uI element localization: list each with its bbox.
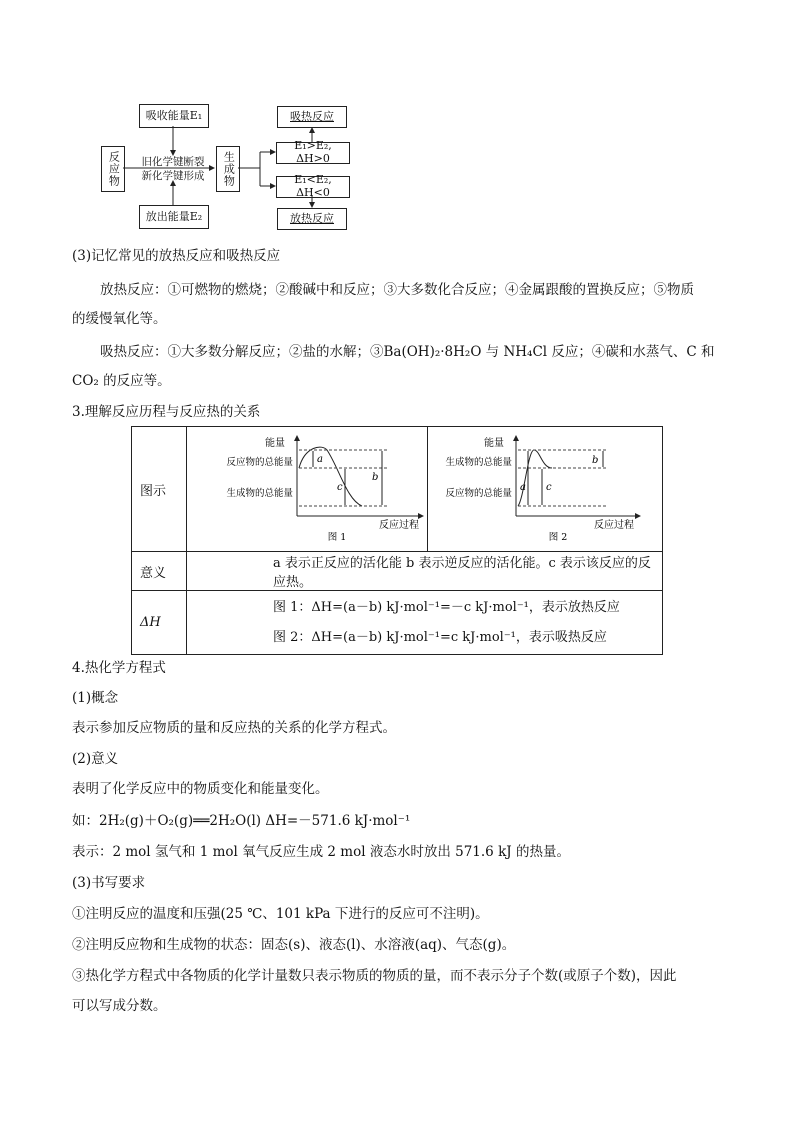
- reactant-box: 反应物: [101, 146, 125, 192]
- fig1-top-label: 反应物的总能量: [226, 456, 293, 468]
- meaning-text: a 表示正反应的活化能 b 表示逆反应的活化能。c 表示该反应的反应热。: [187, 552, 663, 591]
- delta-h-fig2: 图 2：ΔH=(a－b) kJ·mol⁻¹=c kJ·mol⁻¹，表示吸热反应: [273, 629, 607, 645]
- fig1-cell: [187, 427, 428, 552]
- figure-1-exothermic: [187, 428, 427, 551]
- fig1-bottom-label: 生成物的总能量: [226, 487, 293, 499]
- heading-3: 3.理解反应历程与反应热的关系: [72, 404, 261, 420]
- bond-form-label: 新化学键形成: [141, 170, 205, 182]
- reaction-heat-table: [131, 426, 663, 655]
- endo-condition-box: E₁>E₂, ΔH>0: [276, 142, 350, 164]
- fig2-b: b: [592, 454, 599, 466]
- fig1-caption: 图 1: [327, 531, 347, 543]
- fig2-cell: [428, 427, 663, 552]
- figure-2-endothermic: [428, 428, 662, 551]
- fig2-curve: [518, 450, 552, 506]
- row-label-meaning: 意义: [132, 552, 187, 591]
- bond-break-label: 旧化学键断裂: [141, 156, 205, 168]
- endo-reactions-line2: CO₂ 的反应等。: [72, 373, 171, 389]
- subheading-concept: (1)概念: [72, 690, 119, 706]
- meaning-paragraph: 表明了化学反应中的物质变化和能量变化。: [72, 781, 329, 797]
- example-meaning: 表示：2 mol 氢气和 1 mol 氧气反应生成 2 mol 液态水时放出 571.6 kJ 的热量。: [72, 844, 570, 860]
- requirement-1: ①注明反应的温度和压强(25 ℃、101 kPa 下进行的反应可不注明)。: [72, 906, 489, 922]
- fig2-top-label: 生成物的总能量: [445, 456, 512, 468]
- flow-arrows: [95, 95, 365, 240]
- endo-reactions-line1: 吸热反应：①大多数分解反应；②盐的水解；③Ba(OH)₂·8H₂O 与 NH₄Cl 反应；④碳和水蒸气、C 和: [100, 344, 715, 360]
- requirement-2: ②注明反应物和生成物的状态：固态(s)、液态(l)、水溶液(aq)、气态(g)。: [72, 937, 516, 953]
- fig2-xlabel: 反应过程: [594, 519, 634, 531]
- fig2-a: a: [520, 481, 526, 493]
- fig2-caption: 图 2: [548, 531, 568, 543]
- delta-h-fig1: 图 1：ΔH=(a－b) kJ·mol⁻¹=－c kJ·mol⁻¹，表示放热反应: [273, 599, 620, 615]
- heading-4: 4.热化学方程式: [72, 660, 166, 676]
- product-box: 生成物: [216, 146, 240, 192]
- requirement-3-line1: ③热化学方程式中各物质的化学计量数只表示物质的物质的量，而不表示分子个数(或原子个数)，因此: [72, 968, 677, 984]
- subheading-meaning: (2)意义: [72, 751, 119, 767]
- fig2-c: c: [546, 481, 552, 493]
- delta-h-cell: [187, 591, 663, 655]
- row-label-diagram: 图示: [132, 427, 187, 552]
- exothermic-label: 放热反应: [290, 211, 334, 225]
- fig2-bottom-label: 反应物的总能量: [445, 487, 512, 499]
- fig1-curve: [299, 447, 362, 506]
- subheading-requirements: (3)书写要求: [72, 875, 146, 891]
- table-row: [132, 427, 663, 552]
- example-equation: 如：2H₂(g)＋O₂(g)══2H₂O(l) ΔH=－571.6 kJ·mol⁻¹: [72, 813, 411, 829]
- fig2-ylabel: 能量: [484, 437, 504, 449]
- absorb-energy-box: 吸收能量E₁: [139, 104, 209, 128]
- exo-condition-box: E₁<E₂, ΔH<0: [276, 176, 350, 198]
- fig1-ylabel: 能量: [265, 437, 285, 449]
- fig1-a: a: [317, 453, 323, 465]
- fig1-c: c: [337, 481, 343, 493]
- concept-text: 表示参加反应物质的量和反应热的关系的化学方程式。: [72, 720, 396, 736]
- table-row: [132, 591, 663, 655]
- release-energy-box: 放出能量E₂: [139, 205, 209, 229]
- exo-reactions-line2: 的缓慢氧化等。: [72, 311, 167, 327]
- fig1-b: b: [372, 471, 379, 483]
- endothermic-label: 吸热反应: [290, 109, 334, 123]
- section3-heading: (3)记忆常见的放热反应和吸热反应: [72, 248, 281, 264]
- exo-reactions-line1: 放热反应：①可燃物的燃烧；②酸碱中和反应；③大多数化合反应；④金属跟酸的置换反应；⑤物质: [100, 282, 694, 298]
- row-label-delta-h: ΔH: [132, 591, 187, 655]
- fig1-xlabel: 反应过程: [379, 519, 419, 531]
- requirement-3-line2: 可以写成分数。: [72, 998, 167, 1014]
- table-row: [132, 552, 663, 591]
